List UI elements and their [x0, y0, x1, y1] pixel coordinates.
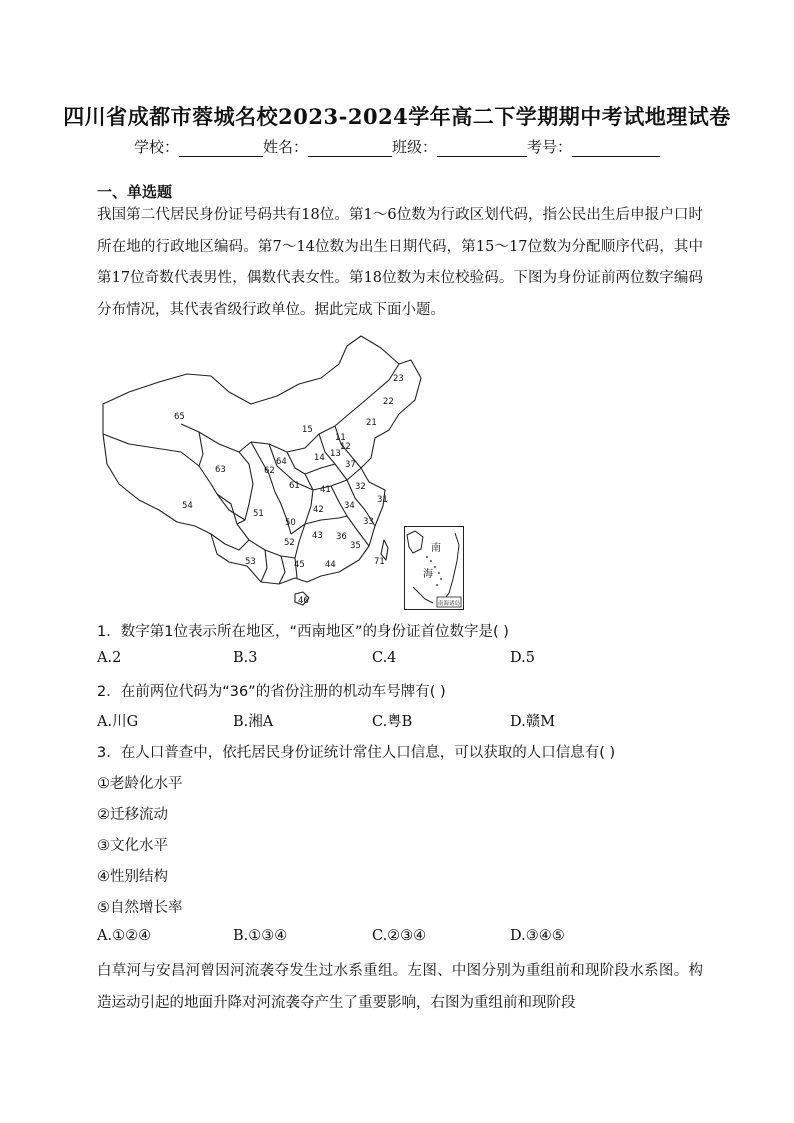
name-blank[interactable] [308, 140, 392, 157]
code-label: 15 [302, 425, 313, 435]
question-1-stem: 1．数字第1位表示所在地区，“西南地区”的身份证首位数字是( ) [97, 624, 509, 640]
section-heading: 一、单选题 [97, 183, 173, 201]
intro-paragraph: 我国第二代居民身份证号码共有18位。第1～6位数为行政区划代码，指公民出生后申报户口时所在地的行政地区编码。第7～14位数为出生日期代码，第15～17位数为分配顺序代码，其中第17位奇数代表男性，偶数代表女性。第18位数为末位校验码。下图为身份证前两位数字编码分布情况，其代表省级行政单位。据此完成下面小题。 [97, 207, 703, 318]
class-blank[interactable] [437, 140, 527, 157]
school-label: 学校： [133, 138, 179, 156]
code-label: 53 [245, 557, 256, 567]
code-label: 46 [298, 596, 309, 606]
code-label: 33 [363, 517, 374, 527]
q2-option-a[interactable]: A.川G [97, 714, 139, 730]
q1-option-b[interactable]: B.3 [233, 650, 258, 666]
code-label: 32 [355, 482, 366, 492]
code-label: 12 [340, 442, 351, 452]
q3-item: ④性别结构 [97, 869, 168, 885]
name-label: 姓名： [262, 138, 308, 156]
inset-label-south: 南 [431, 543, 441, 554]
inset-map [405, 527, 463, 609]
code-label: 51 [253, 509, 264, 519]
code-label: 42 [313, 505, 324, 515]
q3-option-b[interactable]: B.①③④ [233, 928, 288, 944]
q1-option-a[interactable]: A.2 [97, 650, 122, 666]
code-label: 35 [350, 541, 361, 551]
inset-caption: 南海诸岛 [438, 601, 461, 607]
code-label: 50 [285, 518, 296, 528]
south-china-sea-inset [404, 526, 464, 610]
q3-item: ①老龄化水平 [97, 776, 183, 792]
q2-option-d[interactable]: D.赣M [510, 714, 556, 730]
code-label: 14 [314, 453, 325, 463]
code-label: 63 [215, 465, 226, 475]
q3-item: ⑤自然增长率 [97, 900, 183, 916]
question-2-stem: 2．在前两位代码为“36”的省份注册的机动车号牌有( ) [97, 684, 446, 700]
inset-label-sea: 海 [423, 569, 433, 580]
code-label: 45 [294, 560, 305, 570]
q2-option-c[interactable]: C.粤B [372, 714, 413, 730]
page-title: 四川省成都市蓉城名校2023-2024学年高二下学期期中考试地理试卷 [63, 104, 731, 129]
q3-option-d[interactable]: D.③④⑤ [510, 928, 565, 944]
q3-item: ②迁移流动 [97, 807, 168, 823]
code-label: 31 [377, 495, 388, 505]
code-label: 11 [335, 433, 346, 443]
question-3-stem: 3．在人口普查中，依托居民身份证统计常住人口信息，可以获取的人口信息有( ) [97, 745, 616, 761]
q3-option-c[interactable]: C.②③④ [372, 928, 427, 944]
river-capture-paragraph: 白草河与安昌河曾因河流袭夺发生过水系重组。左图、中图分别为重组前和现阶段水系图。构造运动引起的地面升降对河流袭夺产生了重要影响，右图为重组前和现阶段 [97, 963, 703, 1011]
code-label: 13 [330, 449, 341, 459]
code-label: 71 [374, 557, 385, 567]
code-label: 52 [284, 538, 295, 548]
code-label: 23 [393, 374, 404, 384]
q2-option-b[interactable]: B.湘A [233, 714, 274, 730]
number-blank[interactable] [572, 140, 660, 157]
code-label: 21 [366, 418, 377, 428]
code-label: 34 [344, 501, 355, 511]
code-label: 43 [312, 531, 323, 541]
province-code-labels [174, 374, 404, 606]
code-label: 44 [325, 560, 336, 570]
code-label: 65 [174, 412, 185, 422]
q3-item: ③文化水平 [97, 838, 168, 854]
class-label: 班级： [392, 138, 438, 156]
number-label: 考号： [527, 138, 573, 156]
code-label: 54 [182, 501, 193, 511]
code-label: 37 [345, 460, 356, 470]
code-label: 61 [289, 481, 300, 491]
q1-option-c[interactable]: C.4 [372, 650, 397, 666]
student-info-row [0, 136, 794, 157]
school-blank[interactable] [179, 140, 263, 157]
q1-option-d[interactable]: D.5 [510, 650, 535, 666]
code-label: 62 [264, 466, 275, 476]
code-label: 22 [383, 397, 394, 407]
code-label: 41 [320, 485, 331, 495]
code-label: 36 [336, 532, 347, 542]
code-label: 64 [276, 457, 287, 467]
q3-option-a[interactable]: A.①②④ [97, 928, 152, 944]
